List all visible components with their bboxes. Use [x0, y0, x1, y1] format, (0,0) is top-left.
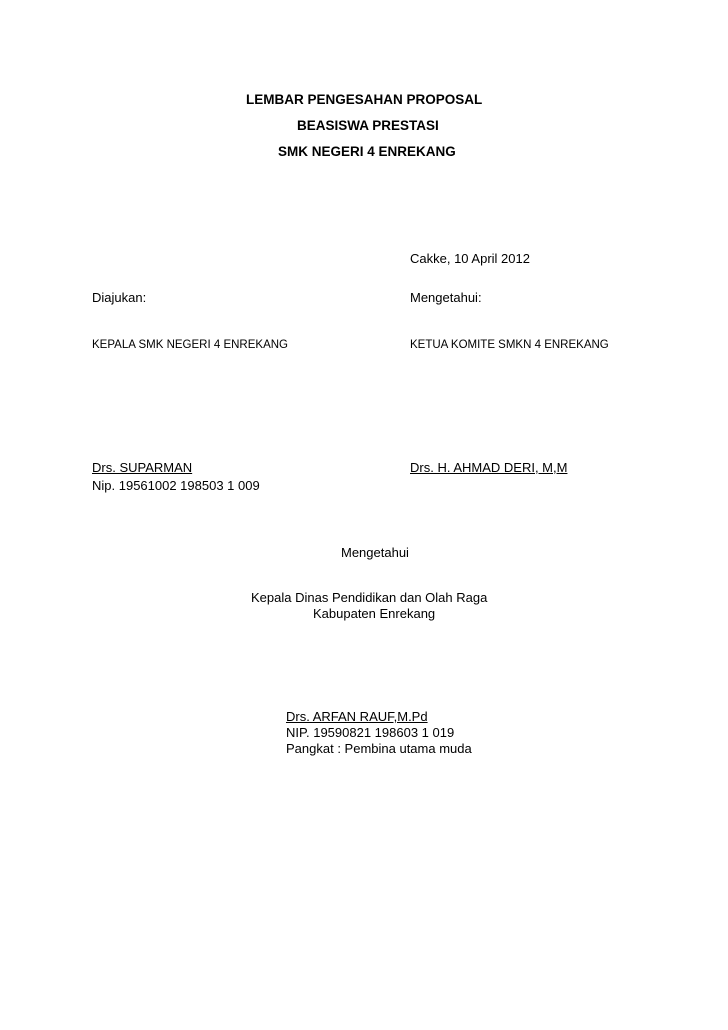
- bottom-signatory-nip: NIP. 19590821 198603 1 019: [286, 725, 455, 740]
- right-signatory-name: Drs. H. AHMAD DERI, M,M: [410, 460, 568, 475]
- bottom-signatory-name: Drs. ARFAN RAUF,M.Pd: [286, 709, 428, 724]
- bottom-acknowledged-label: Mengetahui: [341, 545, 409, 560]
- left-signatory-nip: Nip. 19561002 198503 1 009: [92, 478, 260, 493]
- school-name: SMK NEGERI 4 ENREKANG: [278, 144, 456, 159]
- document-title: LEMBAR PENGESAHAN PROPOSAL: [246, 92, 483, 107]
- left-position: KEPALA SMK NEGERI 4 ENREKANG: [92, 339, 288, 351]
- acknowledged-label: Mengetahui:: [410, 290, 482, 305]
- place-date: Cakke, 10 April 2012: [410, 251, 530, 266]
- right-position: KETUA KOMITE SMKN 4 ENREKANG: [410, 339, 609, 351]
- document-subtitle: BEASISWA PRESTASI: [297, 118, 439, 133]
- bottom-position-line2: Kabupaten Enrekang: [313, 606, 436, 621]
- bottom-signatory-rank: Pangkat : Pembina utama muda: [286, 741, 472, 756]
- bottom-position-line1: Kepala Dinas Pendidikan dan Olah Raga: [251, 590, 488, 605]
- submitted-label: Diajukan:: [92, 290, 147, 305]
- left-signatory-name: Drs. SUPARMAN: [92, 460, 193, 475]
